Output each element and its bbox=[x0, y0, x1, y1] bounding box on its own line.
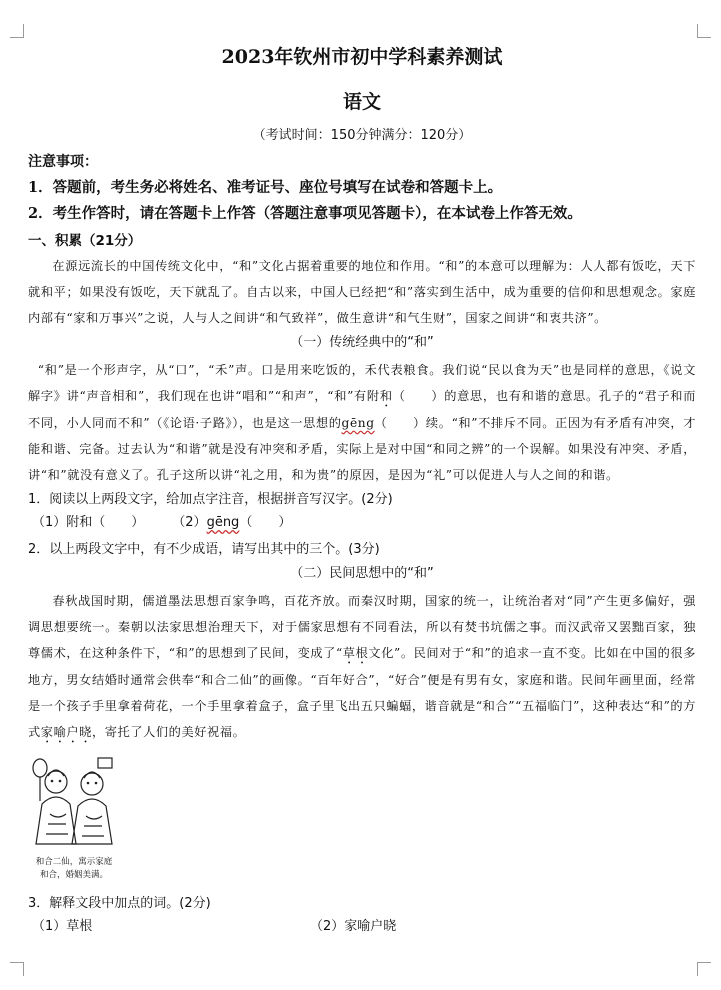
q1-blank-b bbox=[172, 512, 291, 534]
hehe-erxian-illustration bbox=[28, 754, 120, 854]
question-3-stem: 3．解释文段中加点的词。(2分) bbox=[28, 896, 211, 911]
part2-text-c: ，寄托了人们的美好祝福。 bbox=[91, 725, 246, 739]
part2-text-b: 文化”。民间对于“和”的追求一直不变。比如在中国的很多地方，男女结婚时通常会供奉“和合二仙”的画像。“百年好合”，“好合”便是有男有女，家庭和谐。民间年画里面，经常是一个孩子手里拿着荷花，一个手里拿着盒子，盒子里飞出五只蝙蝠，谐音就是“和合”“五福临门”，这种表达“和”的方式 bbox=[28, 646, 696, 739]
part2-heading: （二）民间思想中的“和” bbox=[290, 566, 434, 581]
notice-title: 注意事项： bbox=[28, 154, 98, 170]
exam-title: 2023年钦州市初中学科素养测试 bbox=[221, 46, 503, 68]
q1-b-suffix: （ ） bbox=[239, 515, 292, 530]
exam-page bbox=[28, 40, 696, 940]
question-1-stem: 1．阅读以上两段文字，给加点字注音，根据拼音写汉字。(2分) bbox=[28, 492, 393, 507]
notice-item-1: 1．答题前，考生务必将姓名、准考证号、座位号填写在试卷和答题卡上。 bbox=[28, 179, 503, 196]
dotted-word-jiayuhuxiao: 家喻户晓 bbox=[40, 725, 92, 739]
part1-text-a: “和”是一个形声字，从“口”，“禾”声。口是用来吃饭的，禾代表粮食。我们说“民以食为天”也是同样的意思，《说文解字》讲“声音相和”，我们现在也讲“唱和”“和声”，“和”有附 bbox=[28, 363, 696, 403]
q3-item-a: （1）草根 bbox=[32, 919, 93, 934]
part1-text-c: （ ）续。“和”不排斥不同。正因为有矛盾有冲突，才能和谐、完备。过去认为“和谐”就是没有冲突和矛盾，实际上是对中国“和同之辨”的一个误解。如果没有冲突、矛盾，讲“和”就没有意义了。孔子这所以讲“礼之用，和为贵”的原因，是因为“礼”可以促进人与人之间的和谐。 bbox=[28, 416, 696, 482]
pinyin-geng: gēng bbox=[341, 416, 375, 430]
figure-caption-line-1: 和合二仙，寓示家庭 bbox=[35, 857, 113, 867]
dotted-char-he: 和 bbox=[379, 389, 393, 403]
question-1-blanks bbox=[28, 512, 696, 534]
part2-paragraph bbox=[28, 588, 696, 746]
dotted-word-caogen: 草根 bbox=[342, 646, 369, 660]
crop-mark-top-left bbox=[10, 24, 24, 38]
part2-text-a: 春秋战国时期，儒道墨法思想百家争鸣，百花齐放。而秦汉时期，国家的统一，让统治者对“同”产生更多偏好，强调思想要统一。秦朝以法家思想治理天下，对于儒家思想有不同看法，所以有焚书坑儒之事。而汉武帝又罢黜百家，独尊儒术，在这种条件下，“和”的思想到了民间，变成了“ bbox=[28, 594, 696, 660]
crop-mark-bottom-left bbox=[10, 962, 24, 976]
q1-blank-a: （1）附和（ ） bbox=[32, 515, 145, 530]
q1-b-pinyin: gēng bbox=[206, 515, 240, 530]
q3-item-b: （2）家喻户晓 bbox=[310, 919, 397, 934]
crop-mark-top-right bbox=[697, 24, 711, 38]
hehe-erxian-figure bbox=[28, 754, 120, 882]
part1-heading: （一）传统经典中的“和” bbox=[290, 335, 434, 350]
subject-title: 语文 bbox=[342, 91, 381, 113]
notice-item-2: 2．考生作答时，请在答题卡上作答（答题注意事项见答题卡），在本试卷上作答无效。 bbox=[28, 205, 582, 222]
question-2-stem: 2．以上两段文字中，有不少成语，请写出其中的三个。(3分) bbox=[28, 542, 380, 557]
q1-b-prefix: （2） bbox=[172, 515, 207, 530]
figure-caption-line-2: 和合，婚姻美满。 bbox=[39, 870, 108, 880]
crop-mark-bottom-right bbox=[697, 962, 711, 976]
part1-text-b: （ ）的意思，也有和谐的意思。孔子的“君子和而不同，小人同而不和”（《论语·子路》），也是这一思想的 bbox=[28, 389, 696, 430]
exam-info: （考试时间：150分钟满分：120分） bbox=[252, 128, 472, 143]
question-3-blanks bbox=[28, 916, 696, 940]
part1-paragraph bbox=[28, 357, 696, 488]
section-title: 一、积累（21分） bbox=[28, 233, 142, 249]
intro-paragraph: 在源远流长的中国传统文化中，“和”文化占据着重要的地位和作用。“和”的本意可以理解为：人人都有饭吃，天下就和平；如果没有饭吃，天下就乱了。自古以来，中国人已经把“和”落实到生活中，成为重要的信仰和思想观念。家庭内部有“家和万事兴”之说，人与人之间讲“和气致祥”，做生意讲“和气生财”，国家之间讲“和衷共济”。 bbox=[28, 259, 696, 325]
